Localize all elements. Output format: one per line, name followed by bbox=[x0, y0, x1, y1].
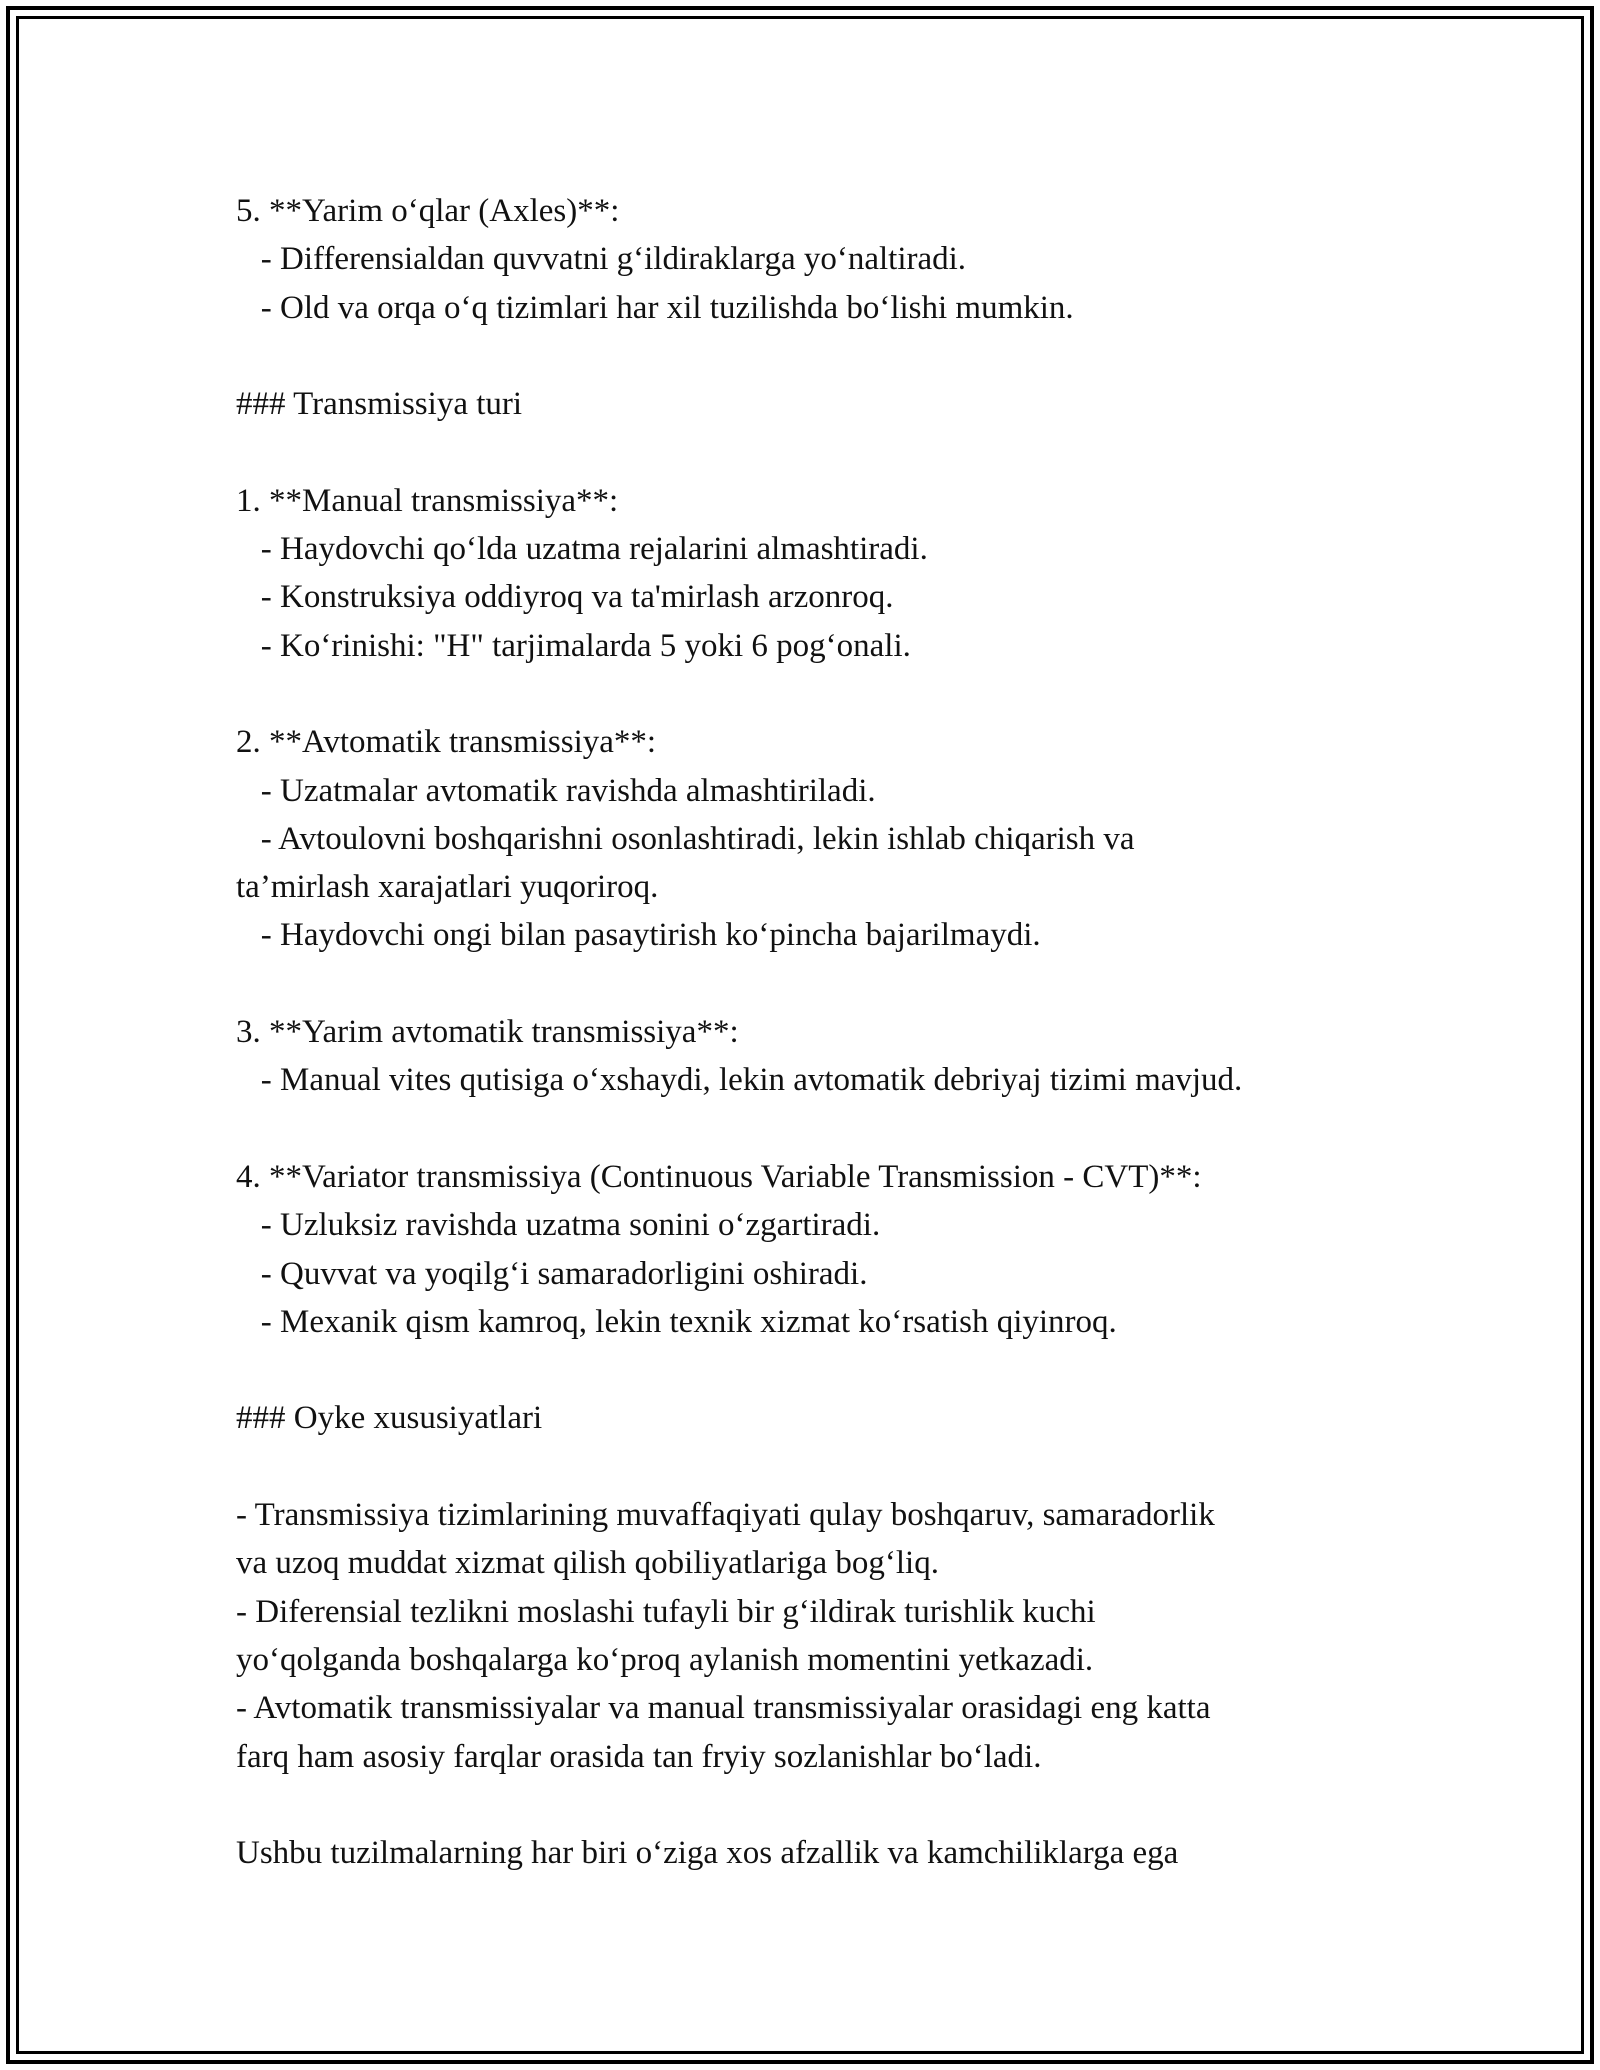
item-heading-automatic: 2. **Avtomatik transmissiya**: bbox=[236, 724, 657, 761]
list-item: - Old va orqa o‘q tizimlari har xil tuzilishda bo‘lishi mumkin. bbox=[236, 289, 1074, 326]
list-item: - Mexanik qism kamroq, lekin texnik xizmat ko‘rsatish qiyinroq. bbox=[236, 1303, 1117, 1340]
item-heading-variator: 4. **Variator transmissiya (Continuous Variable Transmission - CVT)**: bbox=[236, 1158, 1202, 1195]
blank-line bbox=[236, 428, 1376, 476]
list-item: - Avtoulovni boshqarishni osonlashtiradi, lekin ishlab chiqarish va bbox=[236, 820, 1135, 857]
list-item: - Haydovchi qo‘lda uzatma rejalarini almashtiradi. bbox=[236, 531, 928, 568]
heading-features: ### Oyke xususiyatlari bbox=[236, 1400, 543, 1437]
bullet-item-continuation: va uzoq muddat xizmat qilish qobiliyatlariga bog‘liq. bbox=[236, 1545, 939, 1582]
list-item: - Differensialdan quvvatni g‘ildiraklarga yo‘naltiradi. bbox=[236, 241, 967, 278]
item-heading-manual: 1. **Manual transmissiya**: bbox=[236, 482, 619, 519]
bullet-item: - Transmissiya tizimlarining muvaffaqiyati qulay boshqaruv, samaradorlik bbox=[236, 1497, 1215, 1534]
blank-line bbox=[236, 1105, 1376, 1153]
bullet-item: - Diferensial tezlikni moslashi tufayli bir g‘ildirak turishlik kuchi bbox=[236, 1593, 1096, 1630]
list-item-continuation: ta’mirlash xarajatlari yuqoriroq. bbox=[236, 869, 659, 906]
blank-line bbox=[236, 670, 1376, 718]
blank-line bbox=[236, 1443, 1376, 1491]
bullet-item-continuation: farq ham asosiy farqlar orasida tan fryiy sozlanishlar bo‘ladi. bbox=[236, 1738, 1042, 1775]
blank-line bbox=[236, 1781, 1376, 1829]
list-item: - Quvvat va yoqilg‘i samaradorligini oshiradi. bbox=[236, 1255, 868, 1292]
blank-line bbox=[236, 332, 1376, 380]
list-item: - Konstruksiya oddiyroq va ta'mirlash arzonroq. bbox=[236, 579, 894, 616]
blank-line bbox=[236, 960, 1376, 1008]
bullet-item-continuation: yo‘qolganda boshqalarga ko‘proq aylanish momentini yetkazadi. bbox=[236, 1641, 1094, 1678]
list-item: - Uzluksiz ravishda uzatma sonini o‘zgartiradi. bbox=[236, 1207, 881, 1244]
list-item: - Uzatmalar avtomatik ravishda almashtiriladi. bbox=[236, 772, 876, 809]
item-heading-semi-automatic: 3. **Yarim avtomatik transmissiya**: bbox=[236, 1014, 739, 1051]
heading-transmission-types: ### Transmissiya turi bbox=[236, 386, 523, 423]
section-heading-axles: 5. **Yarim o‘qlar (Axles)**: bbox=[236, 193, 620, 229]
list-item: - Haydovchi ongi bilan pasaytirish ko‘pincha bajarilmaydi. bbox=[236, 917, 1041, 954]
blank-line bbox=[236, 1346, 1376, 1394]
list-item: - Ko‘rinishi: "H" tarjimalarda 5 yoki 6 pog‘onali. bbox=[236, 627, 911, 664]
closing-paragraph: Ushbu tuzilmalarning har biri o‘ziga xos afzallik va kamchiliklarga ega bbox=[236, 1835, 1179, 1872]
list-item: - Manual vites qutisiga o‘xshaydi, lekin avtomatik debriyaj tizimi mavjud. bbox=[236, 1062, 1243, 1099]
bullet-item: - Avtomatik transmissiyalar va manual transmissiyalar orasidagi eng katta bbox=[236, 1690, 1211, 1727]
document-body bbox=[236, 187, 1376, 1877]
